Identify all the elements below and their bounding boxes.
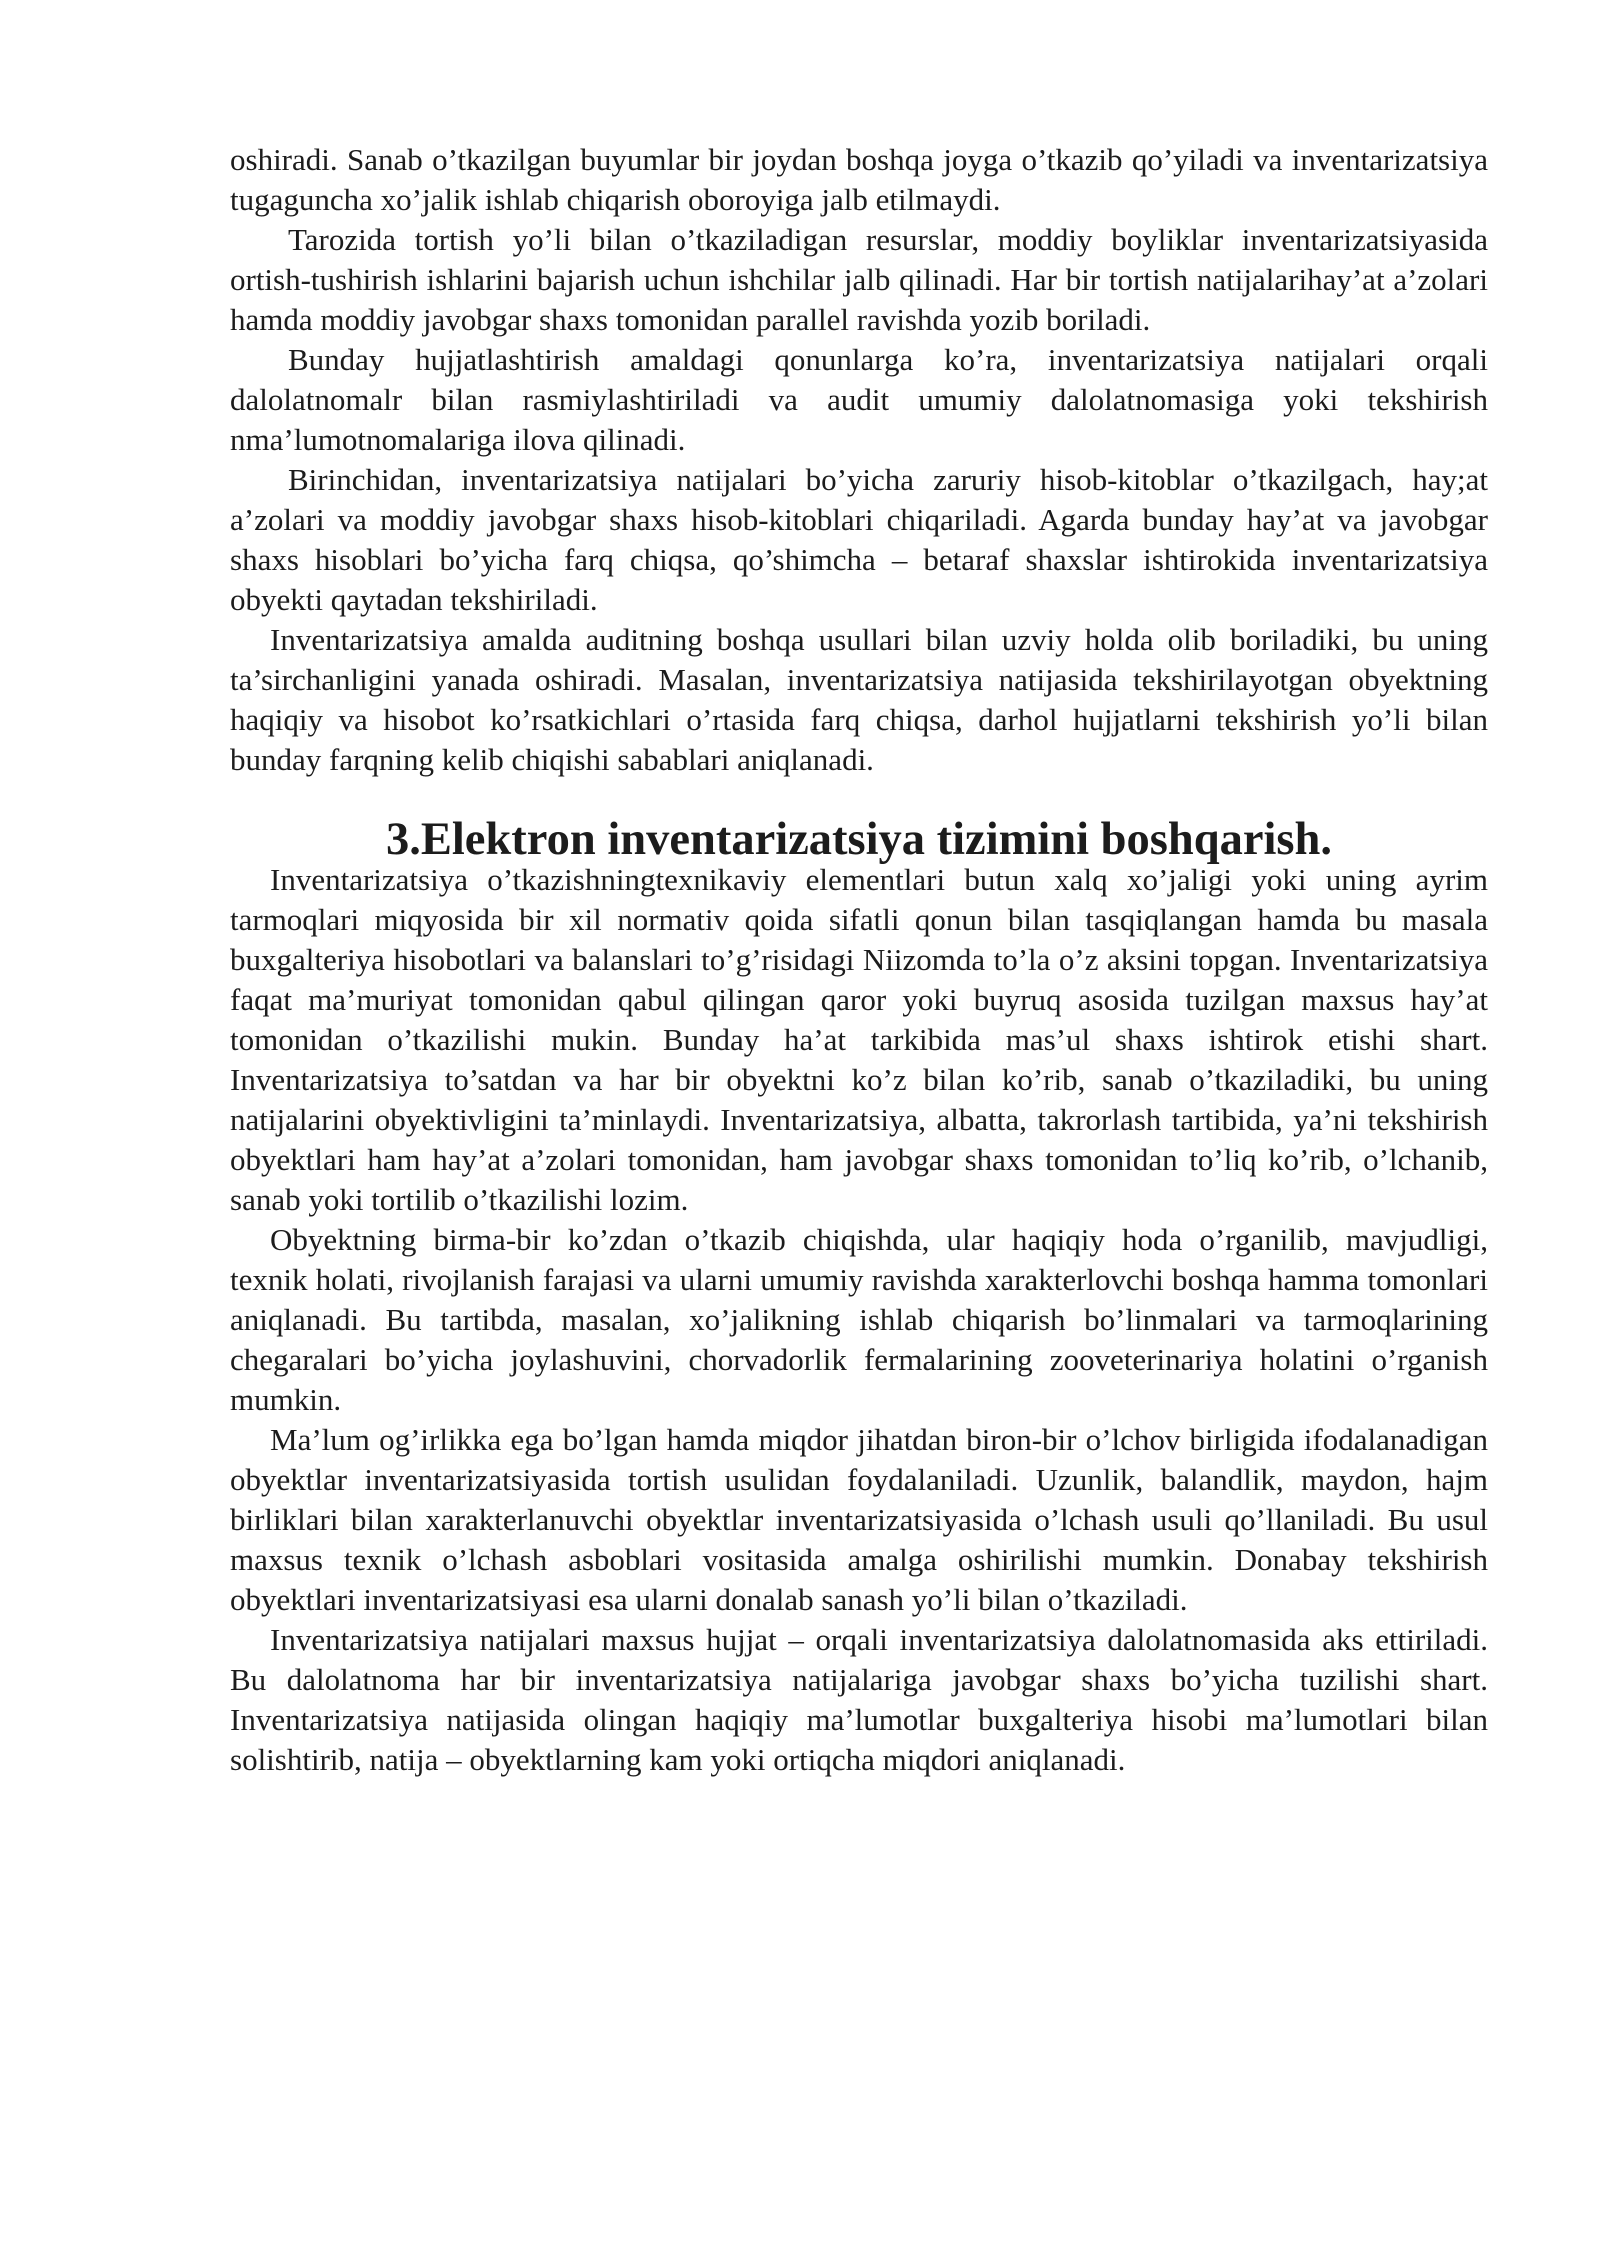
paragraph-audit-methods: Inventarizatsiya amalda auditning boshqa usullari bilan uzviy holda olib boriladiki, bu uning ta’sirchanligini yanada oshiradi. Masalan, inventarizatsiya natijasida tekshirilayotgan obyektning haqiqiy va hisobot ko’rsatkichlari o’rtasida farq chiqsa, darhol hujjatlarni tekshirish yo’li bilan bunday farqning kelib chiqishi sabablari aniqlanadi. [230, 622, 1488, 777]
paragraph-weighing: Tarozida tortish yo’li bilan o’tkaziladigan resurslar, moddiy boyliklar inventarizatsiyasida ortish-tushirish ishlarini bajarish uchun ishchilar jalb qilinadi. Har bir tortish natijalarihay’at a’zolari hamda moddiy javobgar shaxs tomonidan parallel ravishda yozib boriladi. [230, 222, 1488, 337]
section-number: 3. [385, 814, 421, 865]
paragraph-inspection: Obyektning birma-bir ko’zdan o’tkazib chiqishda, ular haqiqiy hoda o’rganilib, mavjudligi, texnik holati, rivojlanish farajasi va ularni umumiy ravishda xarakterlovchi boshqa hamma tomonlari aniqlanadi. Bu tartibda, masalan, xo’jalikning ishlab chiqarish bo’linmalari va tarmoqlarining chegaralari bo’yicha joylashuvini, chorvadorlik fermalarining zooveterinariya holatini o’rganish mumkin. [230, 1222, 1488, 1417]
paragraph-calculations: Birinchidan, inventarizatsiya natijalari bo’yicha zaruriy hisob-kitoblar o’tkazilgach, hay;at a’zolari va moddiy javobgar shaxs hisob-kitoblari chiqariladi. Agarda bunday hay’at va javobgar shaxs hisoblari bo’yicha farq chiqsa, qo’shimcha – betaraf shaxslar ishtirokida inventarizatsiya obyekti qaytadan tekshiriladi. [230, 462, 1488, 617]
paragraph-results: Inventarizatsiya natijalari maxsus hujjat – orqali inventarizatsiya dalolatnomasida aks ettiriladi. Bu dalolatnoma har bir inventarizatsiya natijalariga javobgar shaxs bo’yicha tuzilishi shart. Inventarizatsiya natijasida olingan haqiqiy ma’lumotlar buxgalteriya hisobi ma’lumotlari bilan solishtirib, natija – obyektlarning kam yoki ortiqcha miqdori aniqlanadi. [230, 1622, 1488, 1777]
paragraph-documentation: Bunday hujjatlashtirish amaldagi qonunlarga ko’ra, inventarizatsiya natijalari orqali dalolatnomalr bilan rasmiylashtiriladi va audit umumiy dalolatnomasiga yoki tekshirish nma’lumotnomalariga ilova qilinadi. [230, 342, 1488, 457]
document-page [230, 140, 1488, 1780]
section-title: Elektron inventarizatsiya tizimini boshqarish. [420, 814, 1332, 865]
section-heading [230, 814, 1488, 865]
paragraph-continuation: oshiradi. Sanab o’tkazilgan buyumlar bir joydan boshqa joyga o’tkazib qo’yiladi va inventarizatsiya tugaguncha xo’jalik ishlab chiqarish oboroyiga jalb etilmaydi. [230, 142, 1488, 217]
paragraph-technical-elements: Inventarizatsiya o’tkazishningtexnikaviy elementlari butun xalq xo’jaligi yoki uning ayrim tarmoqlari miqyosida bir xil normativ qoida sifatli qonun bilan tasqiqlangan hamda bu masala buxgalteriya hisobotlari va balanslari to’g’risidagi Niizomda to’la o’z aksini topgan. Inventarizatsiya faqat ma’muriyat tomonidan qabul qilingan qaror yoki buyruq asosida tuzilgan maxsus hay’at tomonidan o’tkazilishi mukin. Bunday ha’at tarkibida mas’ul shaxs ishtirok etishi shart. Inventarizatsiya to’satdan va har bir obyektni ko’z bilan ko’rib, sanab o’tkaziladiki, bu uning natijalarini obyektivligini ta’minlaydi. Inventarizatsiya, albatta, takrorlash tartibida, ya’ni tekshirish obyektlari ham hay’at a’zolari tomonidan, ham javobgar shaxs tomonidan to’liq ko’rib, o’lchanib, sanab yoki tortilib o’tkazilishi lozim. [230, 862, 1488, 1217]
paragraph-measurement-methods: Ma’lum og’irlikka ega bo’lgan hamda miqdor jihatdan biron-bir o’lchov birligida ifodalanadigan obyektlar inventarizatsiyasida tortish usulidan foydalaniladi. Uzunlik, balandlik, maydon, hajm birliklari bilan xarakterlanuvchi obyektlar inventarizatsiyasida o’lchash usuli qo’llaniladi. Bu usul maxsus texnik o’lchash asboblari vositasida amalga oshirilishi mumkin. Donabay tekshirish obyektlari inventarizatsiyasi esa ularni donalab sanash yo’li bilan o’tkaziladi. [230, 1422, 1488, 1617]
